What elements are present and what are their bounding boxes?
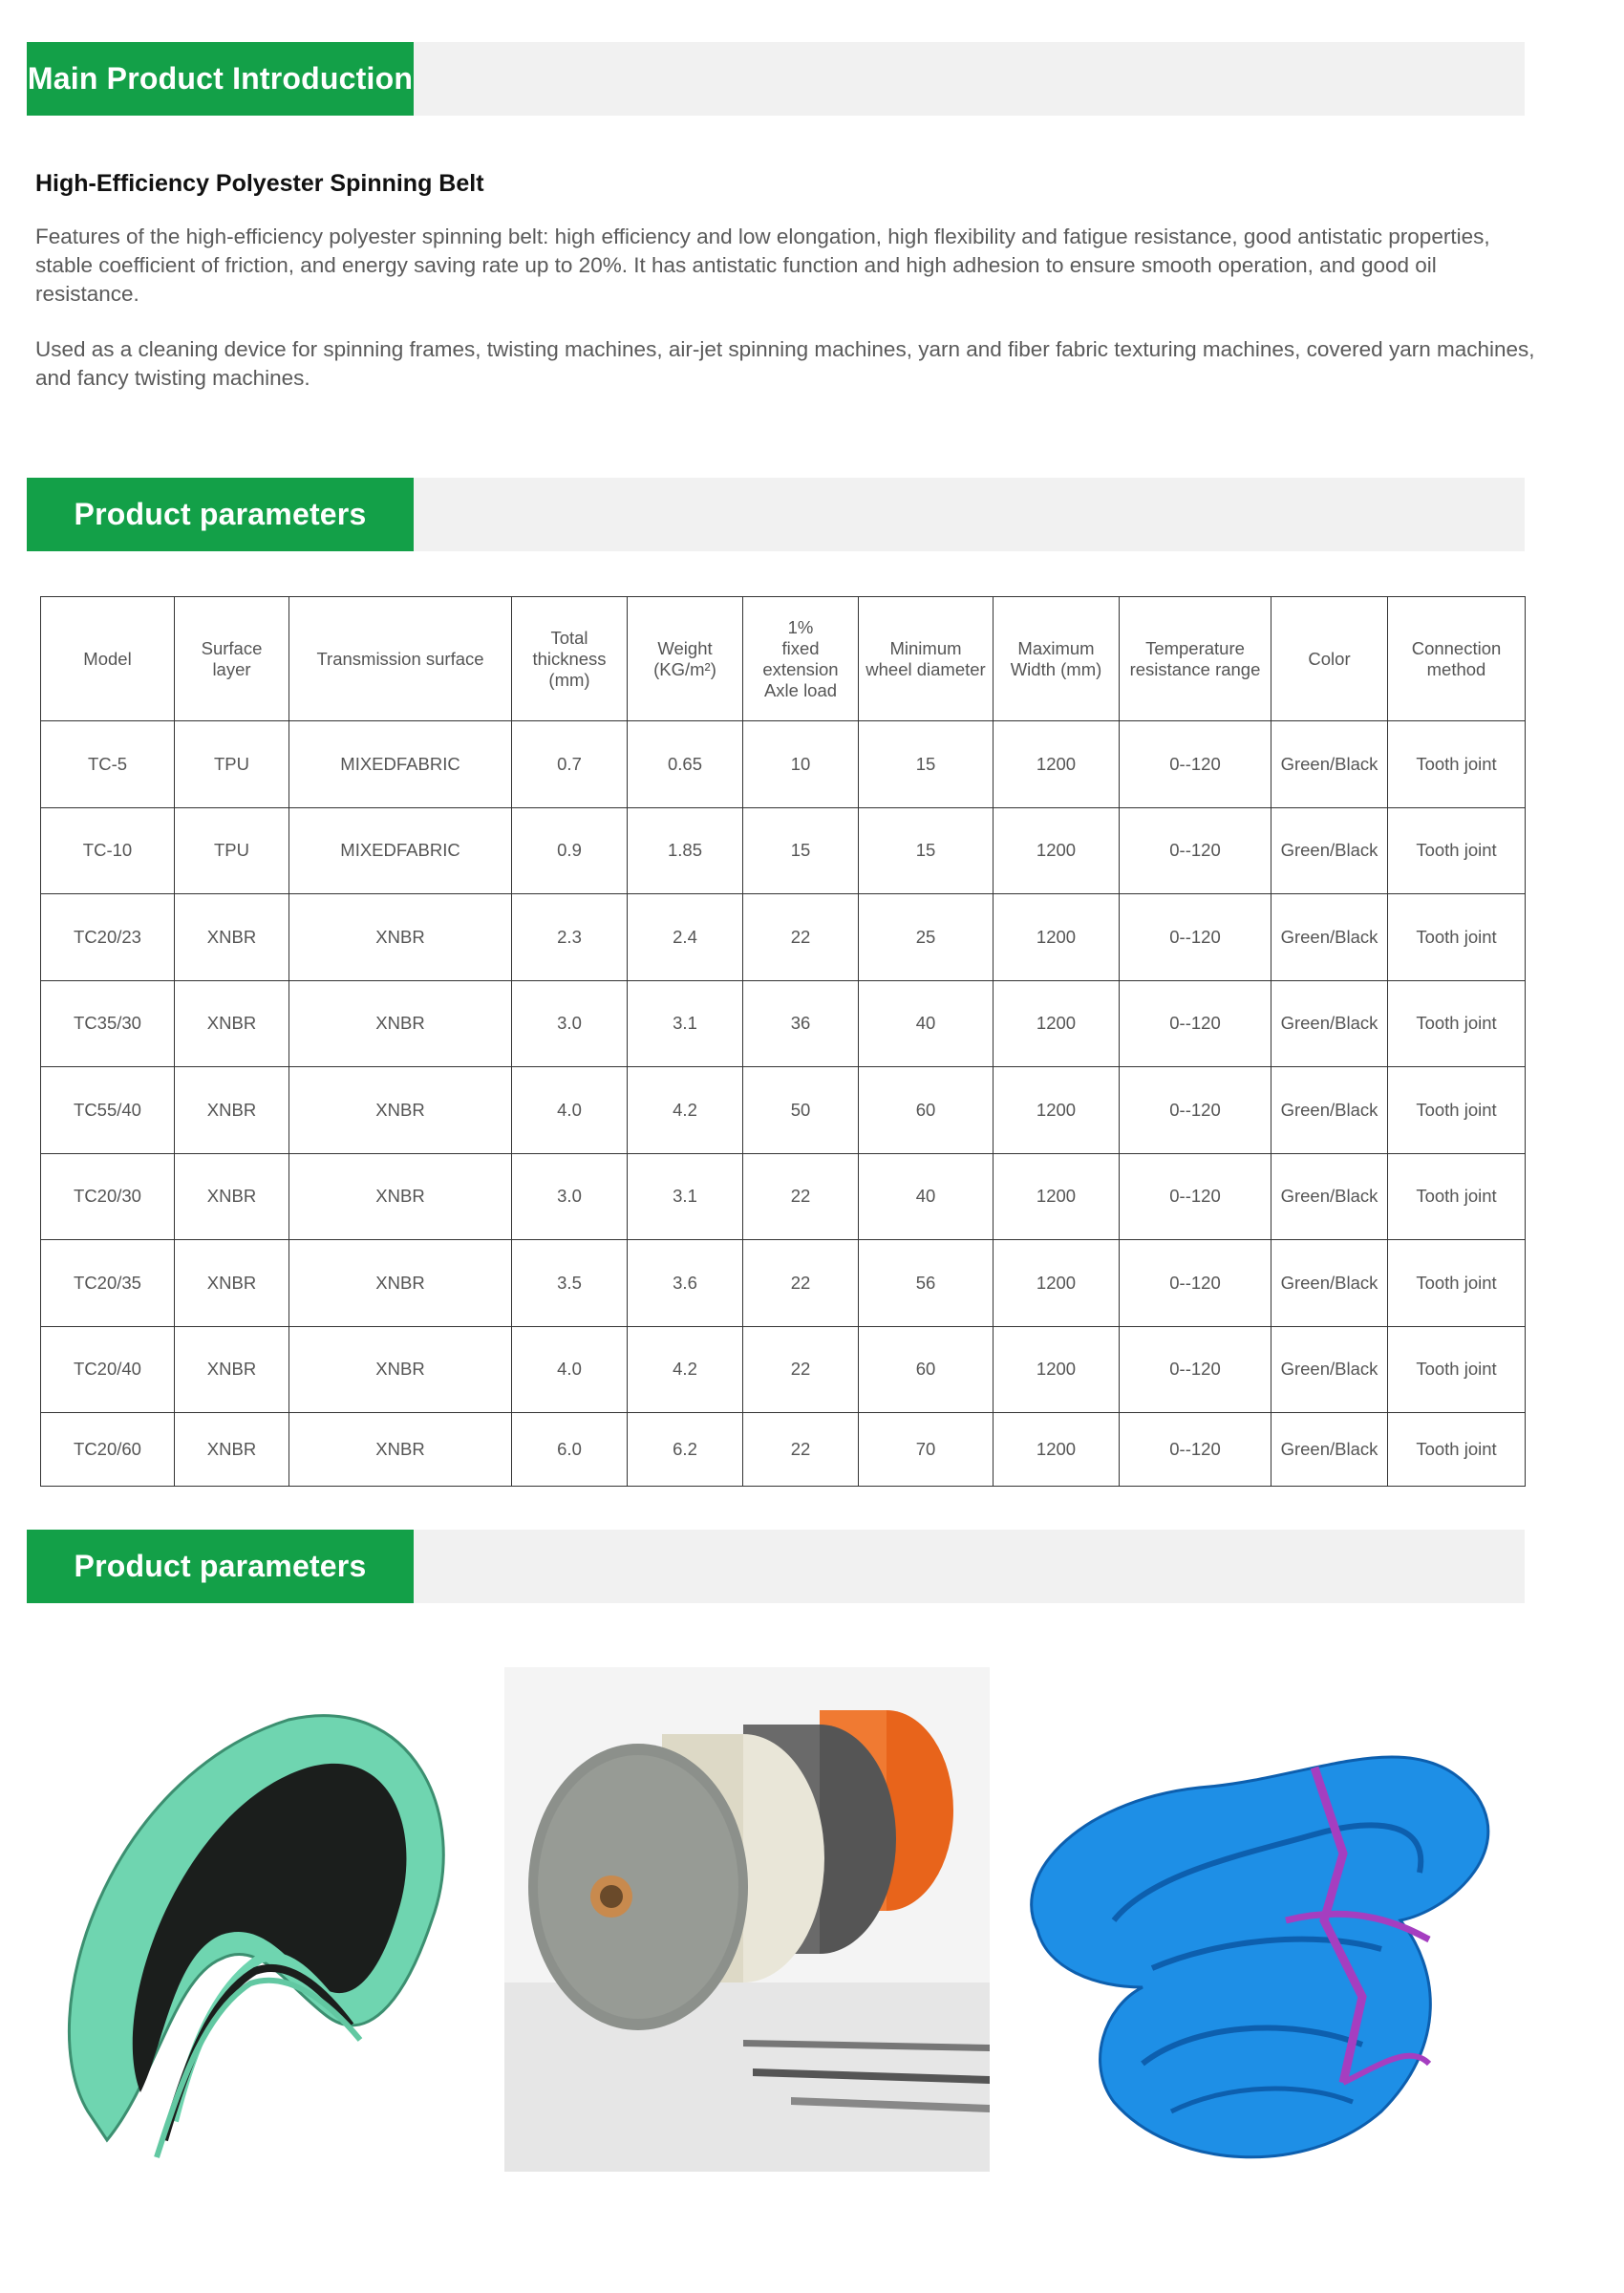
cell-temperature: 0--120: [1120, 721, 1271, 808]
cell-temperature: 0--120: [1120, 894, 1271, 981]
cell-min-wheel: 60: [859, 1067, 994, 1154]
cell-thickness: 0.9: [512, 807, 628, 894]
cell-temperature: 0--120: [1120, 1067, 1271, 1154]
cell-color: Green/Black: [1271, 894, 1388, 981]
cell-connection: Tooth joint: [1388, 894, 1526, 981]
cell-transmission: MIXEDFABRIC: [289, 807, 512, 894]
cell-color: Green/Black: [1271, 980, 1388, 1067]
cell-max-width: 1200: [994, 894, 1120, 981]
cell-weight: 6.2: [628, 1413, 743, 1487]
params-section-title: Product parameters: [27, 478, 414, 551]
cell-max-width: 1200: [994, 980, 1120, 1067]
cell-min-wheel: 40: [859, 980, 994, 1067]
cell-thickness: 6.0: [512, 1413, 628, 1487]
intro-block: [35, 170, 1545, 419]
cell-max-width: 1200: [994, 1413, 1120, 1487]
cell-min-wheel: 70: [859, 1413, 994, 1487]
table-row: [41, 980, 1526, 1067]
cell-extension: 22: [743, 1413, 859, 1487]
cell-min-wheel: 15: [859, 721, 994, 808]
cell-temperature: 0--120: [1120, 1240, 1271, 1327]
table-row: [41, 807, 1526, 894]
cell-color: Green/Black: [1271, 807, 1388, 894]
cell-color: Green/Black: [1271, 1240, 1388, 1327]
cell-weight: 2.4: [628, 894, 743, 981]
cell-model: TC20/60: [41, 1413, 175, 1487]
cell-thickness: 3.5: [512, 1240, 628, 1327]
cell-max-width: 1200: [994, 1153, 1120, 1240]
header-fixed-extension: 1% fixed extension Axle load: [743, 597, 859, 721]
features-paragraph: Features of the high-efficiency polyester spinning belt: high efficiency and low elongation, high flexibility and fatigue resistance, good antistatic properties, stable coefficient of friction, and energy saving rate up to 20%. It has antistatic function and high adhesion to ensure smooth operation, and good oil resistance.: [35, 225, 1490, 306]
cell-max-width: 1200: [994, 1326, 1120, 1413]
table-header-row: [41, 597, 1526, 721]
cell-extension: 10: [743, 721, 859, 808]
cell-surface: XNBR: [175, 1326, 289, 1413]
green-belt-photo: [50, 1701, 460, 2178]
cell-transmission: XNBR: [289, 1153, 512, 1240]
cell-connection: Tooth joint: [1388, 807, 1526, 894]
cell-connection: Tooth joint: [1388, 1326, 1526, 1413]
cell-thickness: 2.3: [512, 894, 628, 981]
cell-weight: 1.85: [628, 807, 743, 894]
cell-weight: 0.65: [628, 721, 743, 808]
cell-min-wheel: 25: [859, 894, 994, 981]
cell-connection: Tooth joint: [1388, 1413, 1526, 1487]
table-row: [41, 1413, 1526, 1487]
cell-connection: Tooth joint: [1388, 721, 1526, 808]
cell-model: TC20/23: [41, 894, 175, 981]
cell-color: Green/Black: [1271, 1067, 1388, 1154]
cell-extension: 50: [743, 1067, 859, 1154]
cell-temperature: 0--120: [1120, 980, 1271, 1067]
cell-model: TC20/40: [41, 1326, 175, 1413]
cell-extension: 22: [743, 1326, 859, 1413]
cell-thickness: 0.7: [512, 721, 628, 808]
cell-transmission: XNBR: [289, 1413, 512, 1487]
blue-belts-photo: [999, 1682, 1506, 2178]
cell-min-wheel: 15: [859, 807, 994, 894]
cell-model: TC-5: [41, 721, 175, 808]
cell-thickness: 4.0: [512, 1326, 628, 1413]
cell-model: TC20/35: [41, 1240, 175, 1327]
cell-temperature: 0--120: [1120, 807, 1271, 894]
header-temperature-range: Temperature resistance range: [1120, 597, 1271, 721]
cell-max-width: 1200: [994, 807, 1120, 894]
cell-thickness: 4.0: [512, 1067, 628, 1154]
cell-max-width: 1200: [994, 1240, 1120, 1327]
cell-min-wheel: 60: [859, 1326, 994, 1413]
table-row: [41, 1153, 1526, 1240]
cell-transmission: XNBR: [289, 980, 512, 1067]
cell-extension: 22: [743, 894, 859, 981]
cell-extension: 36: [743, 980, 859, 1067]
cell-model: TC20/30: [41, 1153, 175, 1240]
cell-connection: Tooth joint: [1388, 1153, 1526, 1240]
cell-color: Green/Black: [1271, 1153, 1388, 1240]
belt-rolls-photo: [504, 1667, 990, 2172]
cell-surface: XNBR: [175, 1067, 289, 1154]
cell-transmission: XNBR: [289, 894, 512, 981]
header-max-width: Maximum Width (mm): [994, 597, 1120, 721]
images-section-bar: [27, 1530, 1525, 1603]
header-surface-layer: Surface layer: [175, 597, 289, 721]
cell-surface: XNBR: [175, 980, 289, 1067]
product-name: High-Efficiency Polyester Spinning Belt: [35, 170, 484, 197]
table-row: [41, 721, 1526, 808]
cell-color: Green/Black: [1271, 721, 1388, 808]
cell-connection: Tooth joint: [1388, 980, 1526, 1067]
cell-color: Green/Black: [1271, 1413, 1388, 1487]
cell-surface: XNBR: [175, 1240, 289, 1327]
cell-weight: 3.1: [628, 980, 743, 1067]
cell-surface: XNBR: [175, 1413, 289, 1487]
cell-temperature: 0--120: [1120, 1326, 1271, 1413]
cell-weight: 3.1: [628, 1153, 743, 1240]
header-transmission-surface: Transmission surface: [289, 597, 512, 721]
cell-connection: Tooth joint: [1388, 1240, 1526, 1327]
header-color: Color: [1271, 597, 1388, 721]
cell-transmission: MIXEDFABRIC: [289, 721, 512, 808]
cell-thickness: 3.0: [512, 980, 628, 1067]
cell-weight: 3.6: [628, 1240, 743, 1327]
cell-surface: TPU: [175, 807, 289, 894]
cell-max-width: 1200: [994, 721, 1120, 808]
cell-surface: TPU: [175, 721, 289, 808]
usage-paragraph: Used as a cleaning device for spinning frames, twisting machines, air-jet spinning machines, yarn and fiber fabric texturing machines, covered yarn machines, and fancy twisting machines.: [35, 337, 1535, 390]
cell-model: TC-10: [41, 807, 175, 894]
cell-extension: 22: [743, 1240, 859, 1327]
header-weight: Weight (KG/m²): [628, 597, 743, 721]
cell-extension: 22: [743, 1153, 859, 1240]
parameters-table: [40, 596, 1526, 1487]
cell-temperature: 0--120: [1120, 1413, 1271, 1487]
cell-model: TC35/30: [41, 980, 175, 1067]
cell-transmission: XNBR: [289, 1067, 512, 1154]
cell-extension: 15: [743, 807, 859, 894]
cell-surface: XNBR: [175, 894, 289, 981]
header-model: Model: [41, 597, 175, 721]
cell-transmission: XNBR: [289, 1240, 512, 1327]
cell-weight: 4.2: [628, 1067, 743, 1154]
table-row: [41, 1240, 1526, 1327]
cell-color: Green/Black: [1271, 1326, 1388, 1413]
cell-weight: 4.2: [628, 1326, 743, 1413]
intro-section-bar: [27, 42, 1525, 116]
images-section-title: Product parameters: [27, 1530, 414, 1603]
cell-transmission: XNBR: [289, 1326, 512, 1413]
cell-min-wheel: 40: [859, 1153, 994, 1240]
header-connection-method: Connection method: [1388, 597, 1526, 721]
cell-thickness: 3.0: [512, 1153, 628, 1240]
header-total-thickness: Total thickness (mm): [512, 597, 628, 721]
params-section-bar: [27, 478, 1525, 551]
cell-model: TC55/40: [41, 1067, 175, 1154]
cell-surface: XNBR: [175, 1153, 289, 1240]
intro-section-title: Main Product Introduction: [27, 42, 414, 116]
cell-min-wheel: 56: [859, 1240, 994, 1327]
cell-temperature: 0--120: [1120, 1153, 1271, 1240]
cell-connection: Tooth joint: [1388, 1067, 1526, 1154]
table-row: [41, 1326, 1526, 1413]
cell-max-width: 1200: [994, 1067, 1120, 1154]
table-row: [41, 1067, 1526, 1154]
header-min-wheel-diameter: Minimum wheel diameter: [859, 597, 994, 721]
table-row: [41, 894, 1526, 981]
